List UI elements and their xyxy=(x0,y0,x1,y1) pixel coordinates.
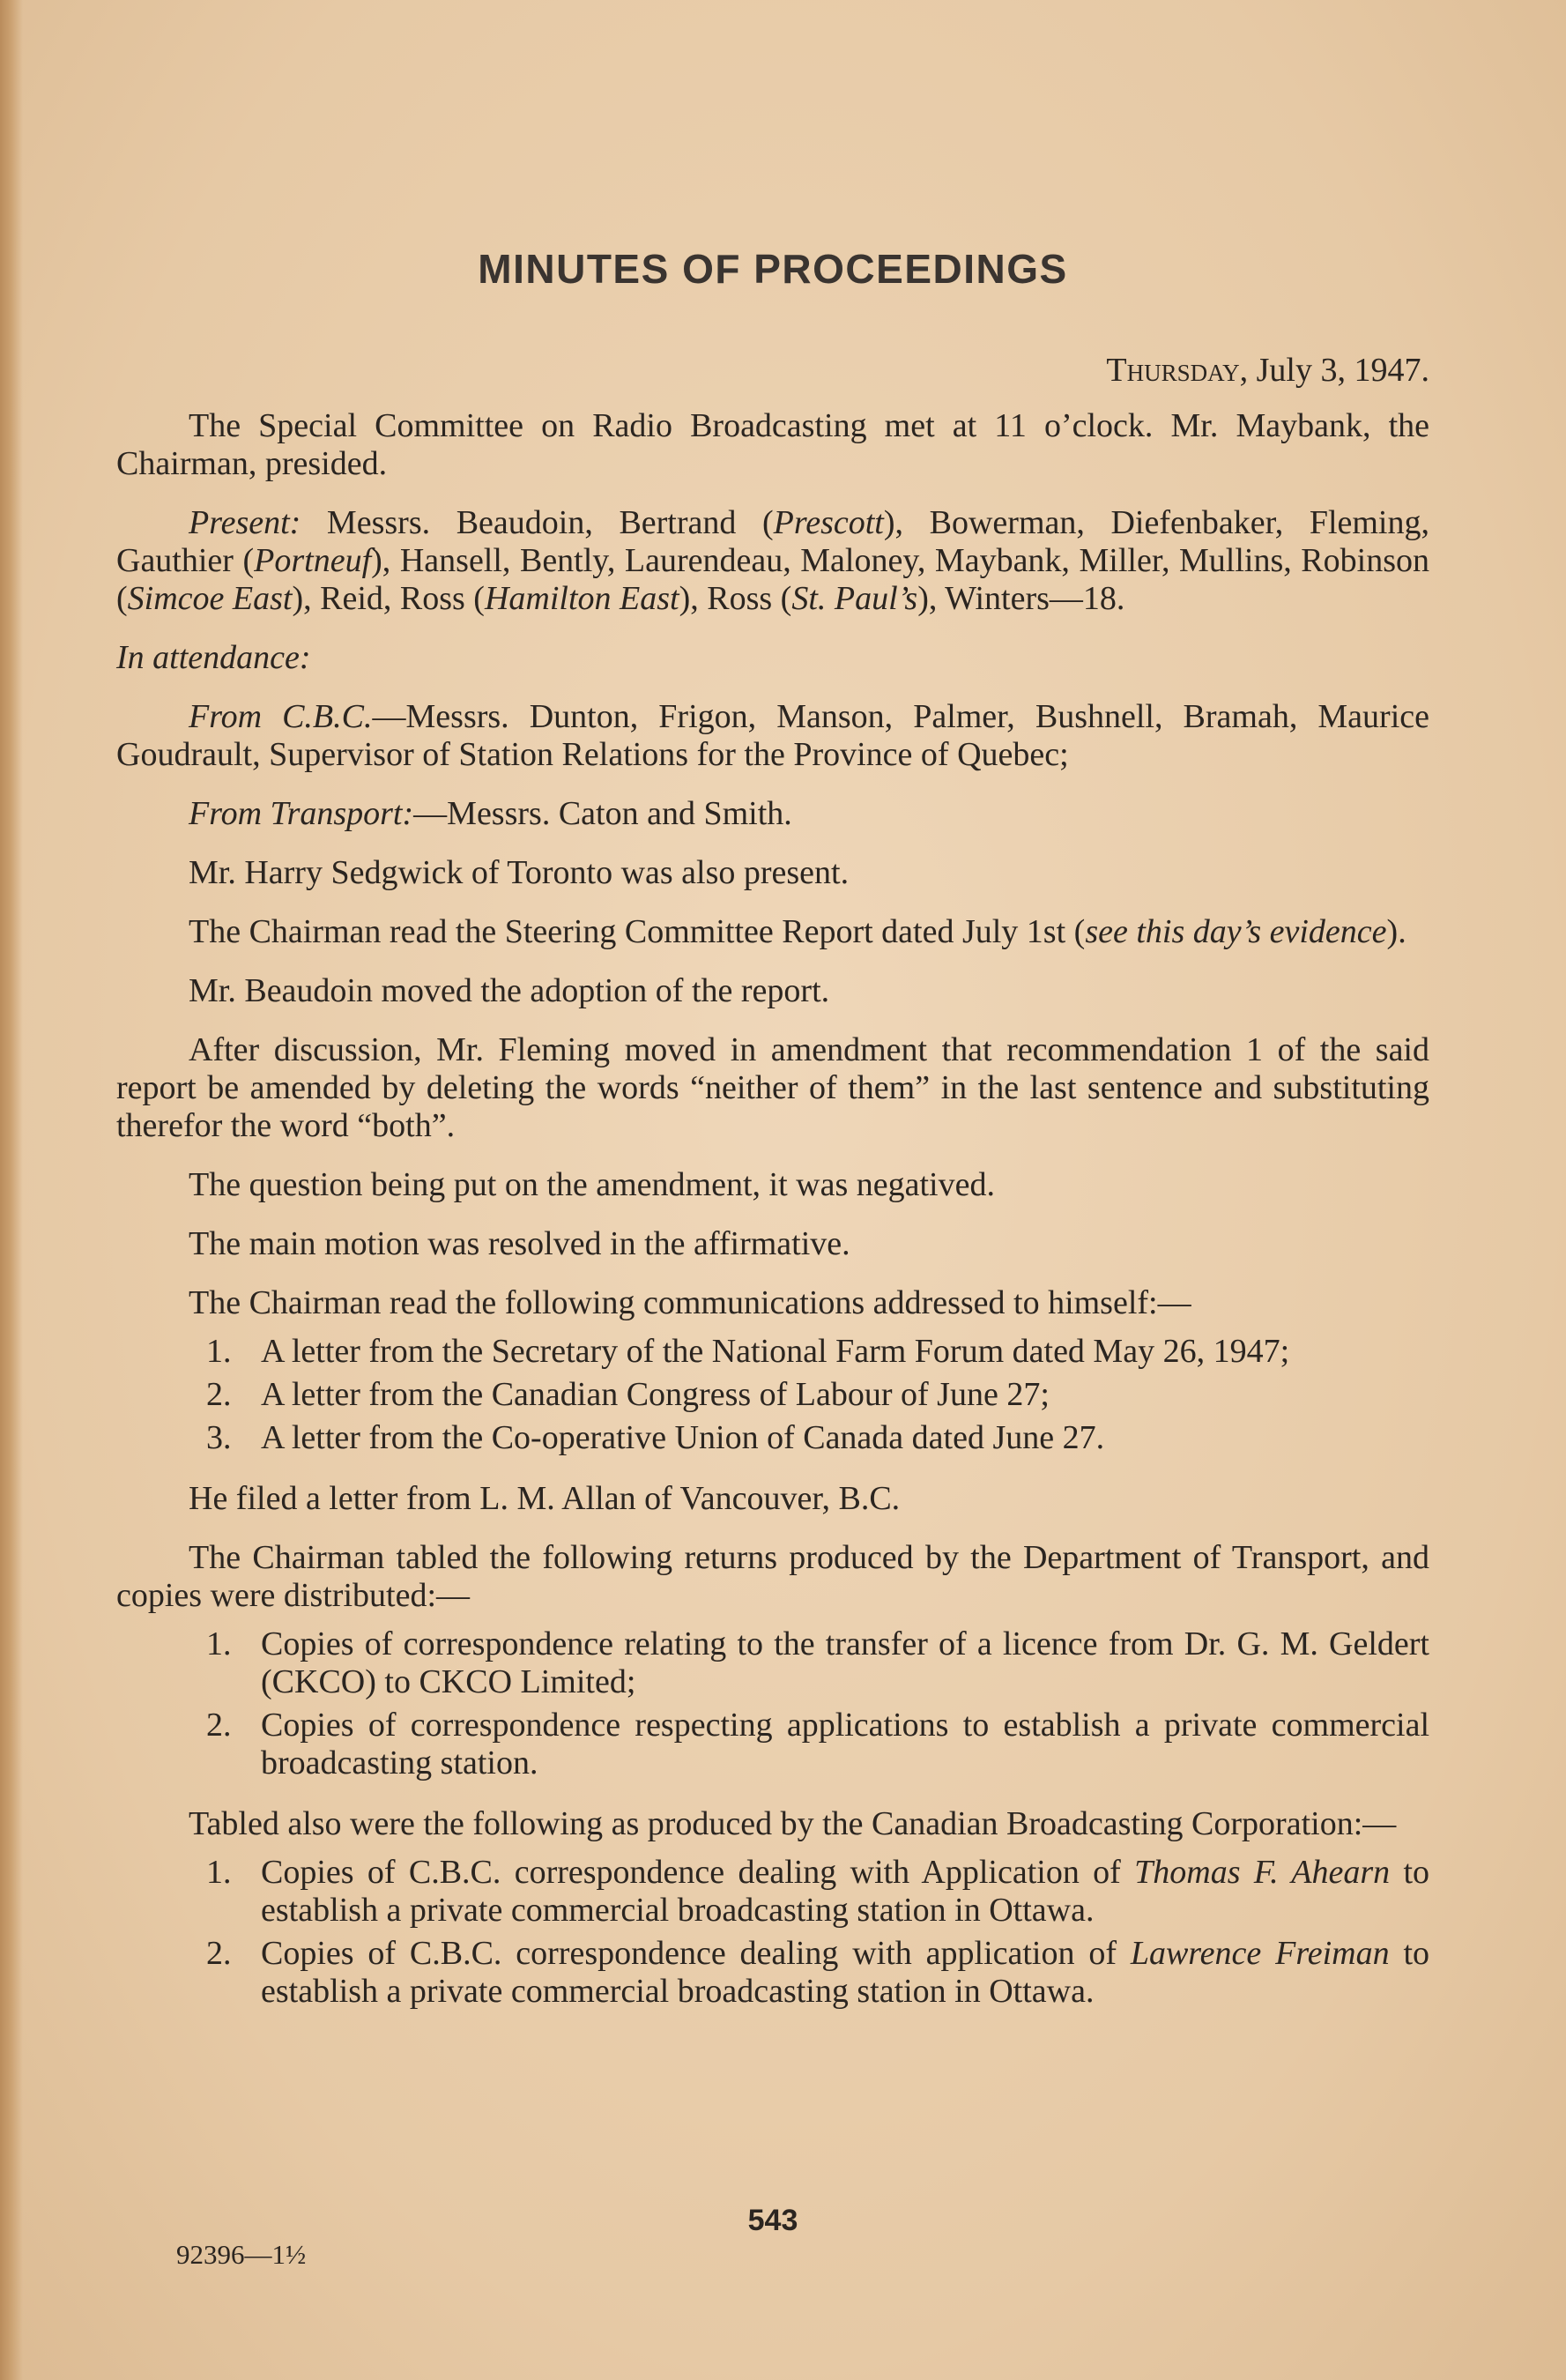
present-riding-4: Hamilton East xyxy=(484,580,679,617)
list-text-end: to establish a private commercial broadcasting station in Ottawa. xyxy=(261,1935,1429,2010)
cbc-correspondence-list xyxy=(116,1854,1429,2011)
present-text-6: ), Winters—18. xyxy=(917,580,1125,617)
present-riding-2: Portneuf xyxy=(254,542,372,579)
paragraph-cbc-tabled: Tabled also were the following as produced by the Canadian Broadcasting Corporation:— xyxy=(189,1805,1397,1842)
list-text: A letter from the Secretary of the National Farm Forum dated May 26, 1947; xyxy=(261,1333,1290,1370)
minutes-body xyxy=(116,407,1429,2034)
list-number: 2. xyxy=(206,1707,232,1744)
list-item xyxy=(116,1376,1429,1414)
list-number: 1. xyxy=(206,1333,232,1370)
applicant-name: Lawrence Freiman xyxy=(1130,1935,1390,1972)
list-text: A letter from the Canadian Congress of Labour of June 27; xyxy=(261,1376,1050,1413)
meeting-date-rest: , July 3, 1947. xyxy=(1239,352,1429,389)
present-text-5: ), Ross ( xyxy=(679,580,792,617)
paragraph-beaudoin-motion: Mr. Beaudoin moved the adoption of the report. xyxy=(189,972,830,1009)
page-title: MINUTES OF PROCEEDINGS xyxy=(478,246,1068,292)
list-item xyxy=(116,1707,1429,1782)
transport-returns-list xyxy=(116,1625,1429,1782)
paragraph-steering-report xyxy=(116,913,1429,951)
paragraph-main-motion: The main motion was resolved in the affirmative. xyxy=(189,1225,850,1262)
list-text-end: to establish a private commercial broadcasting station in Ottawa. xyxy=(261,1854,1430,1929)
list-item xyxy=(116,1419,1429,1457)
paragraph-from-cbc xyxy=(116,698,1429,774)
attendance-heading: In attendance: xyxy=(116,639,311,676)
paragraph-from-transport xyxy=(116,795,1429,833)
present-text-4: ), Reid, Ross ( xyxy=(292,580,485,617)
list-number: 1. xyxy=(206,1854,232,1891)
present-riding-1: Prescott xyxy=(773,504,884,541)
present-riding-3: Simcoe East xyxy=(127,580,293,617)
list-text: Copies of correspondence relating to the transfer of a licence from Dr. G. M. Geldert (CKCO) to CKCO Limited; xyxy=(261,1625,1429,1700)
steering-text: The Chairman read the Steering Committee Report dated July 1st ( xyxy=(189,913,1086,950)
page-number: 543 xyxy=(747,2204,798,2237)
from-cbc-text: —Messrs. Dunton, Frigon, Manson, Palmer, Bushnell, Bramah, Maurice Goudrault, Supervisor of Station Relations for the Province of Quebec; xyxy=(116,698,1429,773)
present-label: Present: xyxy=(189,504,301,541)
paragraph-present xyxy=(116,504,1429,618)
paragraph-question-negatived: The question being put on the amendment, it was negatived. xyxy=(189,1166,995,1203)
book-spine-shadow xyxy=(0,0,23,2380)
list-text: Copies of C.B.C. correspondence dealing with Application of xyxy=(261,1854,1135,1891)
list-number: 1. xyxy=(206,1625,232,1662)
list-item xyxy=(116,1935,1429,2011)
communications-list xyxy=(116,1333,1429,1457)
list-item xyxy=(116,1333,1429,1371)
steering-italic: see this day’s evidence xyxy=(1085,913,1387,950)
paragraph-fleming-amendment: After discussion, Mr. Fleming moved in amendment that recommendation 1 of the said report be amended by deleting the words “neither of them” in the last sentence and substituting therefor the word “both”. xyxy=(116,1031,1429,1144)
paragraph-sedgwick: Mr. Harry Sedgwick of Toronto was also present. xyxy=(189,854,850,891)
list-text: Copies of C.B.C. correspondence dealing with application of xyxy=(261,1935,1131,1972)
meeting-date xyxy=(1106,351,1429,390)
present-text-1: Messrs. Beaudoin, Bertrand ( xyxy=(301,504,774,541)
list-item xyxy=(116,1854,1429,1930)
paragraph-transport-returns: The Chairman tabled the following returns produced by the Department of Transport, and copies were distributed:— xyxy=(116,1539,1429,1614)
document-page xyxy=(116,0,1429,2380)
list-number: 2. xyxy=(206,1935,232,1972)
steering-end: ). xyxy=(1386,913,1406,950)
present-riding-5: St. Paul’s xyxy=(791,580,918,617)
list-number: 3. xyxy=(206,1419,232,1456)
list-text: Copies of correspondence respecting applications to establish a private commercial broadcasting station. xyxy=(261,1707,1429,1781)
present-text-2: ), Bowerman, Diefenbaker, Fleming, Gauthier ( xyxy=(116,504,1429,579)
paragraph-communications: The Chairman read the following communications addressed to himself:— xyxy=(189,1284,1191,1321)
meeting-day: Thursday xyxy=(1106,352,1240,389)
from-transport-text: —Messrs. Caton and Smith. xyxy=(413,795,792,832)
present-text-3: ), Hansell, Bently, Laurendeau, Maloney, Maybank, Miller, Mullins, Robinson ( xyxy=(116,542,1429,617)
applicant-name: Thomas F. Ahearn xyxy=(1134,1854,1391,1891)
from-transport-label: From Transport: xyxy=(189,795,414,832)
list-item xyxy=(116,1625,1429,1701)
paragraph-opening: The Special Committee on Radio Broadcasting met at 11 o’clock. Mr. Maybank, the Chairman, presided. xyxy=(116,407,1429,482)
list-number: 2. xyxy=(206,1376,232,1413)
list-text: A letter from the Co-operative Union of Canada dated June 27. xyxy=(261,1419,1105,1456)
print-code: 92396—1½ xyxy=(176,2239,307,2270)
paragraph-filed-letter: He filed a letter from L. M. Allan of Vancouver, B.C. xyxy=(189,1480,901,1517)
from-cbc-label: From C.B.C. xyxy=(189,698,373,735)
